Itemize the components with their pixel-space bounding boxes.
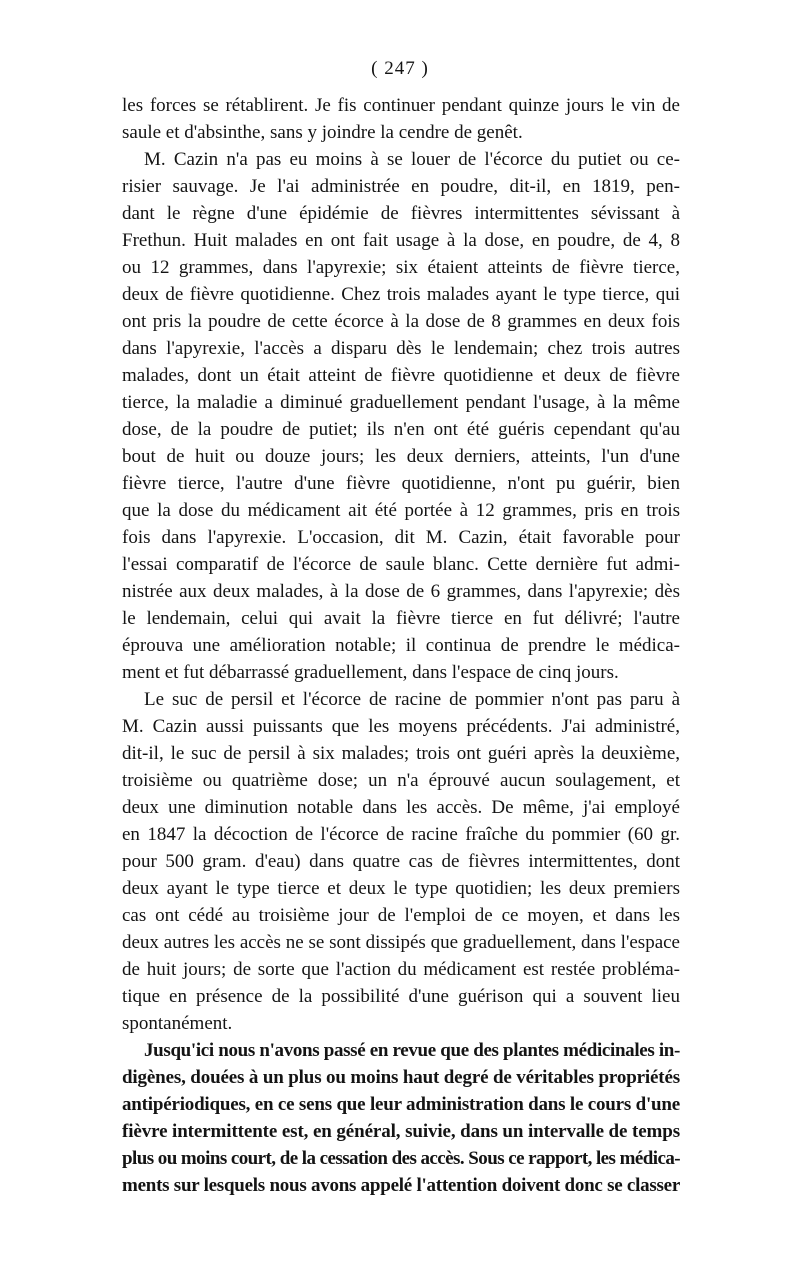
text-line: nistrée aux deux malades, à la dose de 6 grammes, dans l'apyrexie; dès: [122, 581, 680, 602]
text-line: bout de huit ou douze jours; les deux derniers, atteints, l'un d'une: [122, 446, 680, 467]
text-line: deux autres les accès ne se sont dissipés que graduellement, dans l'espace: [122, 932, 680, 953]
text-line: l'essai comparatif de l'écorce de saule blanc. Cette dernière fut admi-: [122, 554, 680, 575]
text-line: fièvre tierce, l'autre d'une fièvre quotidienne, n'ont pu guérir, bien: [122, 473, 680, 494]
text-line: dit-il, le suc de persil à six malades; trois ont guéri après la deuxième,: [122, 743, 680, 764]
text-line: cas ont cédé au troisième jour de l'emploi de ce moyen, et dans les: [122, 905, 680, 926]
text-line: tierce, la maladie a diminué graduellement pendant l'usage, à la même: [122, 392, 680, 413]
page-number: ( 247 ): [371, 58, 429, 79]
text-line: éprouva une amélioration notable; il continua de prendre le médica-: [122, 635, 680, 656]
text-line: Le suc de persil et l'écorce de racine de pommier n'ont pas paru à: [144, 689, 680, 710]
text-line: dant le règne d'une épidémie de fièvres intermittentes sévissant à: [122, 203, 680, 224]
text-line: ment et fut débarrassé graduellement, dans l'espace de cinq jours.: [122, 662, 619, 683]
text-line: Frethun. Huit malades en ont fait usage à la dose, en poudre, de 4, 8: [122, 230, 680, 251]
text-line: ont pris la poudre de cette écorce à la dose de 8 grammes en deux fois: [122, 311, 680, 332]
text-line: deux une diminution notable dans les accès. De même, j'ai employé: [122, 797, 680, 818]
text-line: M. Cazin aussi puissants que les moyens précédents. J'ai administré,: [122, 716, 680, 737]
text-line: malades, dont un était atteint de fièvre quotidienne et deux de fièvre: [122, 365, 680, 386]
text-line: ments sur lesquels nous avons appelé l'attention doivent donc se classer: [122, 1175, 681, 1196]
text-line: Jusqu'ici nous n'avons passé en revue que des plantes médicinales in-: [144, 1040, 681, 1061]
text-line: deux ayant le type tierce et deux le type quotidien; les deux premiers: [122, 878, 680, 899]
text-line: antipériodiques, en ce sens que leur administration dans le cours d'une: [122, 1094, 681, 1115]
text-line: ou 12 grammes, dans l'apyrexie; six étaient atteints de fièvre tierce,: [122, 257, 680, 278]
text-line: spontanément.: [122, 1013, 233, 1034]
text-line: en 1847 la décoction de l'écorce de racine fraîche du pommier (60 gr.: [122, 824, 680, 845]
text-line: tique en présence de la possibilité d'une guérison qui a souvent lieu: [122, 986, 680, 1007]
text-line: plus ou moins court, de la cessation des accès. Sous ce rapport, les médica-: [122, 1148, 681, 1169]
text-line: troisième ou quatrième dose; un n'a éprouvé aucun soulagement, et: [122, 770, 680, 791]
text-line: digènes, douées à un plus ou moins haut degré de véritables propriétés: [122, 1067, 680, 1088]
text-line: M. Cazin n'a pas eu moins à se louer de l'écorce du putiet ou ce-: [144, 149, 680, 170]
text-line: dose, de la poudre de putiet; ils n'en ont été guéris cependant qu'au: [122, 419, 680, 440]
text-line: deux de fièvre quotidienne. Chez trois malades ayant le type tierce, qui: [122, 284, 680, 305]
text-line: le lendemain, celui qui avait la fièvre tierce en fut délivré; l'autre: [122, 608, 680, 629]
text-line: que la dose du médicament ait été portée à 12 grammes, pris en trois: [122, 500, 680, 521]
text-line: pour 500 gram. d'eau) dans quatre cas de fièvres intermittentes, dont: [122, 851, 680, 872]
text-body: [122, 92, 680, 1199]
text-line: les forces se rétablirent. Je fis continuer pendant quinze jours le vin de: [122, 95, 680, 116]
text-line: de huit jours; de sorte que l'action du médicament est restée probléma-: [122, 959, 680, 980]
text-line: saule et d'absinthe, sans y joindre la cendre de genêt.: [122, 122, 523, 143]
text-line: fois dans l'apyrexie. L'occasion, dit M. Cazin, était favorable pour: [122, 527, 680, 548]
text-line: dans l'apyrexie, l'accès a disparu dès le lendemain; chez trois autres: [122, 338, 680, 359]
text-line: risier sauvage. Je l'ai administrée en poudre, dit-il, en 1819, pen-: [122, 176, 680, 197]
text-line: fièvre intermittente est, en général, suivie, dans un intervalle de temps: [122, 1121, 680, 1142]
